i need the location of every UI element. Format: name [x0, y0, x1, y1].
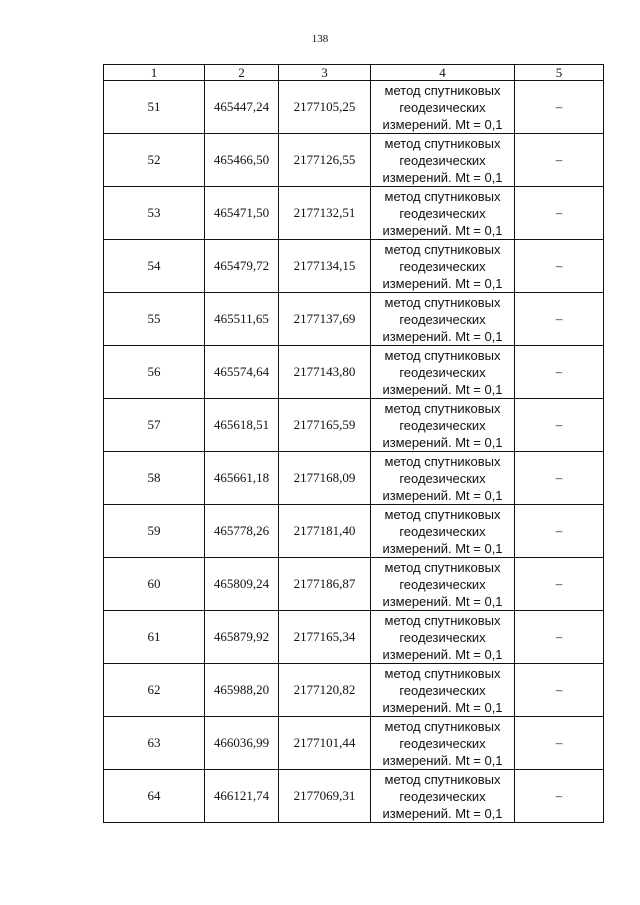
note-cell [515, 558, 604, 611]
method-cell [371, 717, 515, 770]
method-text-line: метод спутниковых [384, 771, 501, 787]
x-coordinate-cell: 465471,50 [205, 187, 279, 240]
note-cell [515, 505, 604, 558]
method-text-line: геодезических [399, 364, 486, 380]
method-text-line: метод спутниковых [384, 82, 501, 98]
method-text-line: метод спутниковых [384, 559, 501, 575]
table-row [104, 558, 604, 611]
method-text-line: метод спутниковых [384, 135, 501, 151]
method-cell [371, 770, 515, 823]
method-text-line: геодезических [399, 205, 486, 221]
point-number-cell: 59 [104, 505, 205, 558]
method-text-line: измерений. Mt = 0,1 [382, 699, 503, 715]
method-text-line: метод спутниковых [384, 612, 501, 628]
note-cell [515, 293, 604, 346]
y-coordinate-cell: 2177126,55 [279, 134, 371, 187]
method-text-line: геодезических [399, 576, 486, 592]
method-text-line: геодезических [399, 152, 486, 168]
table-row [104, 505, 604, 558]
note-dash: – [555, 470, 563, 485]
page-number: 138 [311, 33, 329, 45]
coordinates-table [103, 64, 604, 823]
method-text-line: измерений. Mt = 0,1 [382, 487, 503, 503]
x-coordinate-cell: 466121,74 [205, 770, 279, 823]
note-dash: – [555, 735, 563, 750]
method-text-line: геодезических [399, 523, 486, 539]
table-row [104, 664, 604, 717]
point-number-cell: 53 [104, 187, 205, 240]
method-text-line: геодезических [399, 311, 486, 327]
note-dash: – [555, 205, 563, 220]
table-row [104, 240, 604, 293]
x-coordinate-cell: 465661,18 [205, 452, 279, 505]
point-number-cell: 58 [104, 452, 205, 505]
point-number-cell: 51 [104, 81, 205, 134]
point-number-cell: 63 [104, 717, 205, 770]
method-text-line: метод спутниковых [384, 453, 501, 469]
method-text-line: измерений. Mt = 0,1 [382, 805, 503, 821]
table-row [104, 452, 604, 505]
method-text-line: метод спутниковых [384, 188, 501, 204]
x-coordinate-cell: 465466,50 [205, 134, 279, 187]
method-cell [371, 558, 515, 611]
method-text-line: метод спутниковых [384, 506, 501, 522]
table-row [104, 399, 604, 452]
note-dash: – [555, 364, 563, 379]
note-dash: – [555, 576, 563, 591]
method-text-line: геодезических [399, 99, 486, 115]
method-text-line: геодезических [399, 258, 486, 274]
method-text-line: измерений. Mt = 0,1 [382, 222, 503, 238]
x-coordinate-cell: 466036,99 [205, 717, 279, 770]
table-row [104, 134, 604, 187]
method-text-line: измерений. Mt = 0,1 [382, 275, 503, 291]
method-text-line: метод спутниковых [384, 718, 501, 734]
column-header-note: 5 [515, 65, 604, 81]
table-body [104, 81, 604, 823]
column-header-method: 4 [371, 65, 515, 81]
table-row [104, 81, 604, 134]
x-coordinate-cell: 465511,65 [205, 293, 279, 346]
note-dash: – [555, 682, 563, 697]
point-number-cell: 61 [104, 611, 205, 664]
method-text-line: измерений. Mt = 0,1 [382, 646, 503, 662]
y-coordinate-cell: 2177134,15 [279, 240, 371, 293]
method-text-line: метод спутниковых [384, 665, 501, 681]
point-number-cell: 60 [104, 558, 205, 611]
method-text-line: геодезических [399, 682, 486, 698]
method-text-line: геодезических [399, 788, 486, 804]
y-coordinate-cell: 2177069,31 [279, 770, 371, 823]
y-coordinate-cell: 2177132,51 [279, 187, 371, 240]
note-dash: – [555, 523, 563, 538]
method-text-line: измерений. Mt = 0,1 [382, 116, 503, 132]
note-cell [515, 664, 604, 717]
method-cell [371, 399, 515, 452]
method-text-line: метод спутниковых [384, 400, 501, 416]
column-header-x: 2 [205, 65, 279, 81]
method-text-line: геодезических [399, 417, 486, 433]
method-cell [371, 611, 515, 664]
column-header-y: 3 [279, 65, 371, 81]
method-cell [371, 187, 515, 240]
method-text-line: метод спутниковых [384, 241, 501, 257]
y-coordinate-cell: 2177168,09 [279, 452, 371, 505]
y-coordinate-cell: 2177165,34 [279, 611, 371, 664]
table-header-row [104, 65, 604, 81]
note-dash: – [555, 417, 563, 432]
method-text-line: метод спутниковых [384, 347, 501, 363]
x-coordinate-cell: 465618,51 [205, 399, 279, 452]
method-text-line: измерений. Mt = 0,1 [382, 752, 503, 768]
method-text-line: геодезических [399, 629, 486, 645]
point-number-cell: 55 [104, 293, 205, 346]
x-coordinate-cell: 465879,92 [205, 611, 279, 664]
method-text-line: измерений. Mt = 0,1 [382, 434, 503, 450]
method-text-line: геодезических [399, 735, 486, 751]
point-number-cell: 57 [104, 399, 205, 452]
note-dash: – [555, 152, 563, 167]
y-coordinate-cell: 2177186,87 [279, 558, 371, 611]
method-text-line: измерений. Mt = 0,1 [382, 593, 503, 609]
y-coordinate-cell: 2177181,40 [279, 505, 371, 558]
method-cell [371, 346, 515, 399]
y-coordinate-cell: 2177143,80 [279, 346, 371, 399]
table-row [104, 187, 604, 240]
method-text-line: измерений. Mt = 0,1 [382, 169, 503, 185]
note-dash: – [555, 788, 563, 803]
method-text-line: измерений. Mt = 0,1 [382, 381, 503, 397]
point-number-cell: 62 [104, 664, 205, 717]
note-cell [515, 399, 604, 452]
x-coordinate-cell: 465447,24 [205, 81, 279, 134]
y-coordinate-cell: 2177165,59 [279, 399, 371, 452]
table-row [104, 293, 604, 346]
table-row [104, 770, 604, 823]
note-cell [515, 452, 604, 505]
column-header-point: 1 [104, 65, 205, 81]
method-cell [371, 134, 515, 187]
note-cell [515, 134, 604, 187]
method-cell [371, 81, 515, 134]
note-cell [515, 81, 604, 134]
table-row [104, 717, 604, 770]
method-cell [371, 505, 515, 558]
point-number-cell: 52 [104, 134, 205, 187]
note-cell [515, 240, 604, 293]
y-coordinate-cell: 2177120,82 [279, 664, 371, 717]
x-coordinate-cell: 465988,20 [205, 664, 279, 717]
y-coordinate-cell: 2177137,69 [279, 293, 371, 346]
y-coordinate-cell: 2177105,25 [279, 81, 371, 134]
point-number-cell: 64 [104, 770, 205, 823]
method-cell [371, 240, 515, 293]
note-cell [515, 770, 604, 823]
note-dash: – [555, 311, 563, 326]
note-dash: – [555, 258, 563, 273]
table-row [104, 346, 604, 399]
note-cell [515, 611, 604, 664]
point-number-cell: 54 [104, 240, 205, 293]
note-cell [515, 346, 604, 399]
method-cell [371, 293, 515, 346]
note-cell [515, 187, 604, 240]
x-coordinate-cell: 465574,64 [205, 346, 279, 399]
x-coordinate-cell: 465778,26 [205, 505, 279, 558]
x-coordinate-cell: 465479,72 [205, 240, 279, 293]
note-dash: – [555, 99, 563, 114]
y-coordinate-cell: 2177101,44 [279, 717, 371, 770]
method-text-line: метод спутниковых [384, 294, 501, 310]
table-row [104, 611, 604, 664]
note-cell [515, 717, 604, 770]
note-dash: – [555, 629, 563, 644]
method-text-line: геодезических [399, 470, 486, 486]
method-text-line: измерений. Mt = 0,1 [382, 540, 503, 556]
x-coordinate-cell: 465809,24 [205, 558, 279, 611]
method-cell [371, 664, 515, 717]
point-number-cell: 56 [104, 346, 205, 399]
method-text-line: измерений. Mt = 0,1 [382, 328, 503, 344]
method-cell [371, 452, 515, 505]
